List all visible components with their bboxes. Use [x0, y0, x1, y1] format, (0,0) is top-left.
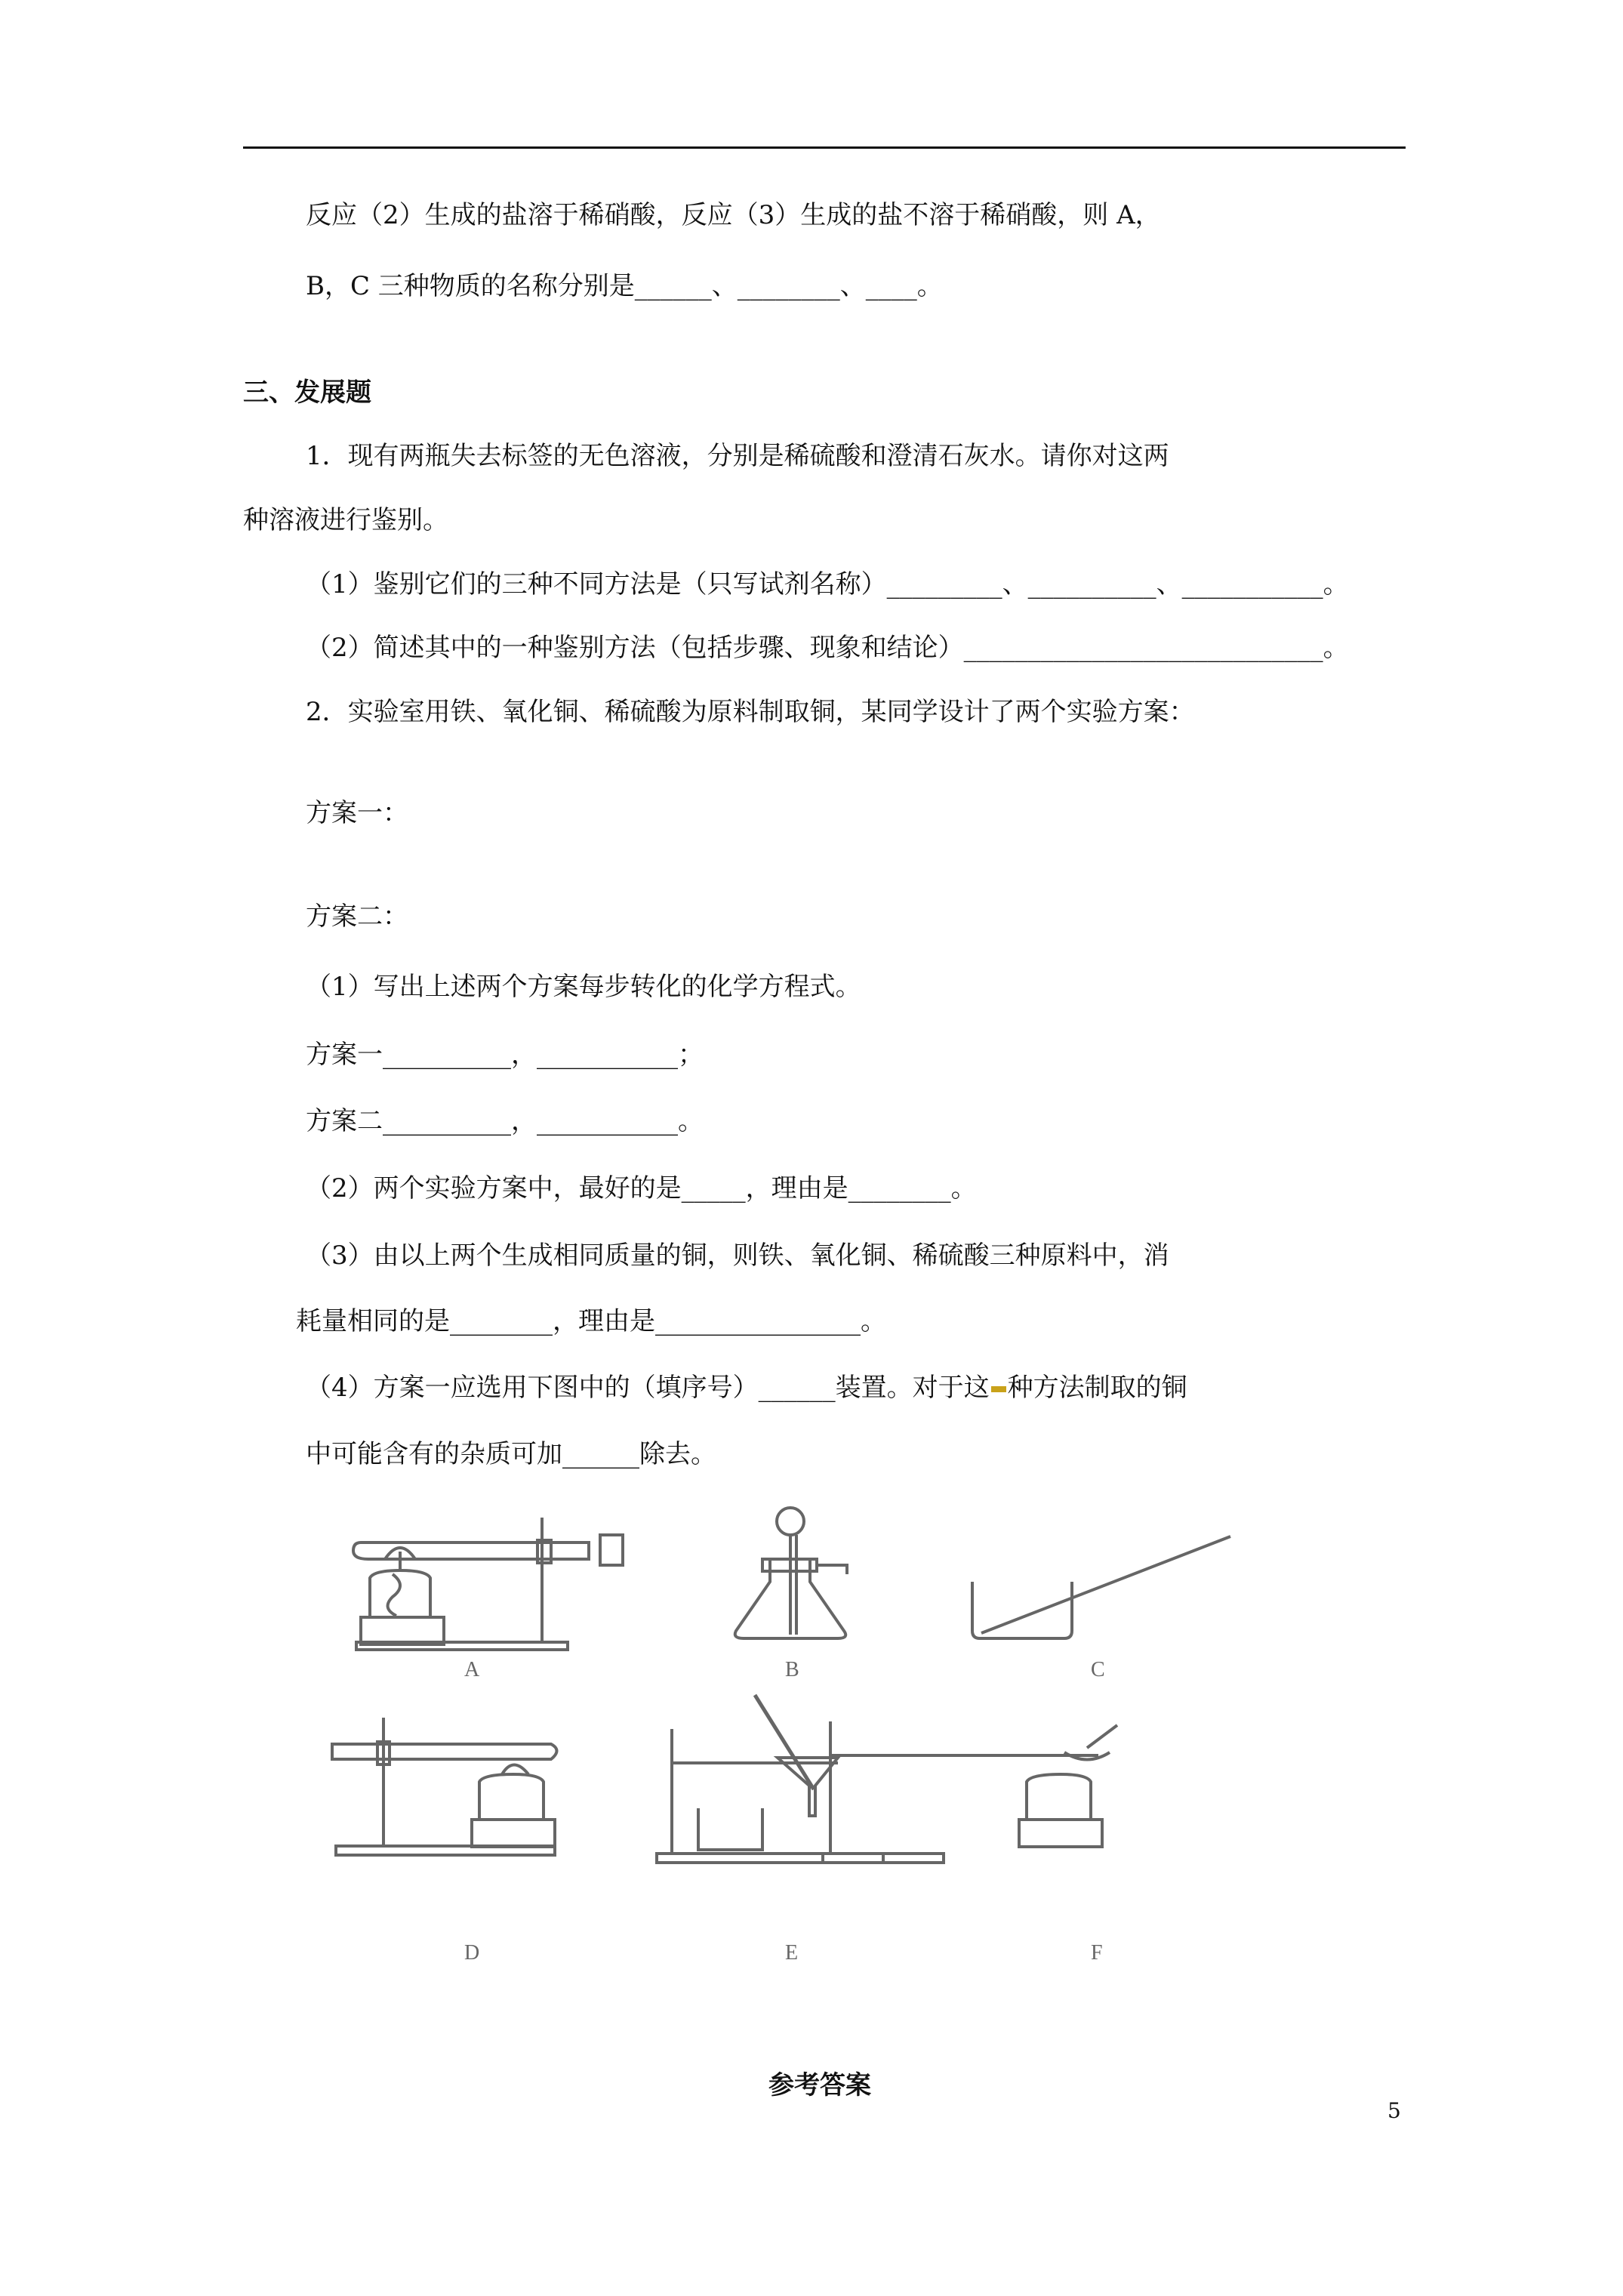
question-text: 2．实验室用铁、氧化铜、稀硫酸为原料制取铜，某同学设计了两个实验方案： [306, 697, 1195, 727]
figure-label: F [1091, 1941, 1103, 1965]
figure-label: B [785, 1658, 799, 1681]
figure-label: E [785, 1941, 799, 1965]
apparatus-e [657, 1695, 883, 1863]
question-text-part: 种方法制取的铜 [1007, 1373, 1187, 1403]
plan-label: 方案一： [306, 798, 408, 828]
question-text: 方案二__________，___________。 [306, 1106, 704, 1136]
question-text [306, 1371, 1187, 1404]
question-text-part: （4）方案一应选用下图中的（填序号）______装置。对于这 [306, 1373, 990, 1403]
question-text: 种溶液进行鉴别。 [243, 505, 448, 535]
figure-label: D [464, 1941, 480, 1965]
text-line: 反应（2）生成的盐溶于稀硝酸，反应（3）生成的盐不溶于稀硝酸，则 A， [306, 200, 1161, 230]
question-text: （1）写出上述两个方案每步转化的化学方程式。 [306, 972, 861, 1002]
question-text: 方案一__________，___________； [306, 1040, 704, 1070]
apparatus-c [972, 1536, 1230, 1638]
question-text: （2）两个实验方案中，最好的是_____，理由是________。 [306, 1173, 977, 1203]
plan-label: 方案二： [306, 901, 408, 932]
question-text: 耗量相同的是________，理由是________________。 [296, 1306, 886, 1336]
figure-label: A [464, 1658, 480, 1681]
apparatus-f [823, 1721, 1140, 1863]
question-text: （2）简述其中的一种鉴别方法（包括步骤、现象和结论）____________________________。 [306, 633, 1349, 663]
answer-title: 参考答案 [768, 2070, 871, 2100]
question-text: （3）由以上两个生成相同质量的铜，则铁、氧化铜、稀硫酸三种原料中，消 [306, 1240, 1169, 1271]
apparatus-b [735, 1508, 847, 1638]
scan-mark [991, 1386, 1006, 1392]
page-number: 5 [1387, 2098, 1401, 2123]
apparatus-figure [310, 1499, 1268, 1982]
question-text: （1）鉴别它们的三种不同方法是（只写试剂名称）_________、__________、___________。 [306, 569, 1349, 599]
question-text: 1．现有两瓶失去标签的无色溶液，分别是稀硫酸和澄清石灰水。请你对这两 [306, 441, 1169, 471]
text-line: B，C 三种物质的名称分别是______、________、____。 [306, 271, 943, 301]
section-title: 三、发展题 [243, 378, 371, 408]
apparatus-d [332, 1718, 557, 1855]
apparatus-a [353, 1518, 623, 1650]
question-text: 中可能含有的杂质可加______除去。 [306, 1439, 716, 1469]
figure-label: C [1091, 1658, 1105, 1681]
header-rule [243, 146, 1406, 149]
